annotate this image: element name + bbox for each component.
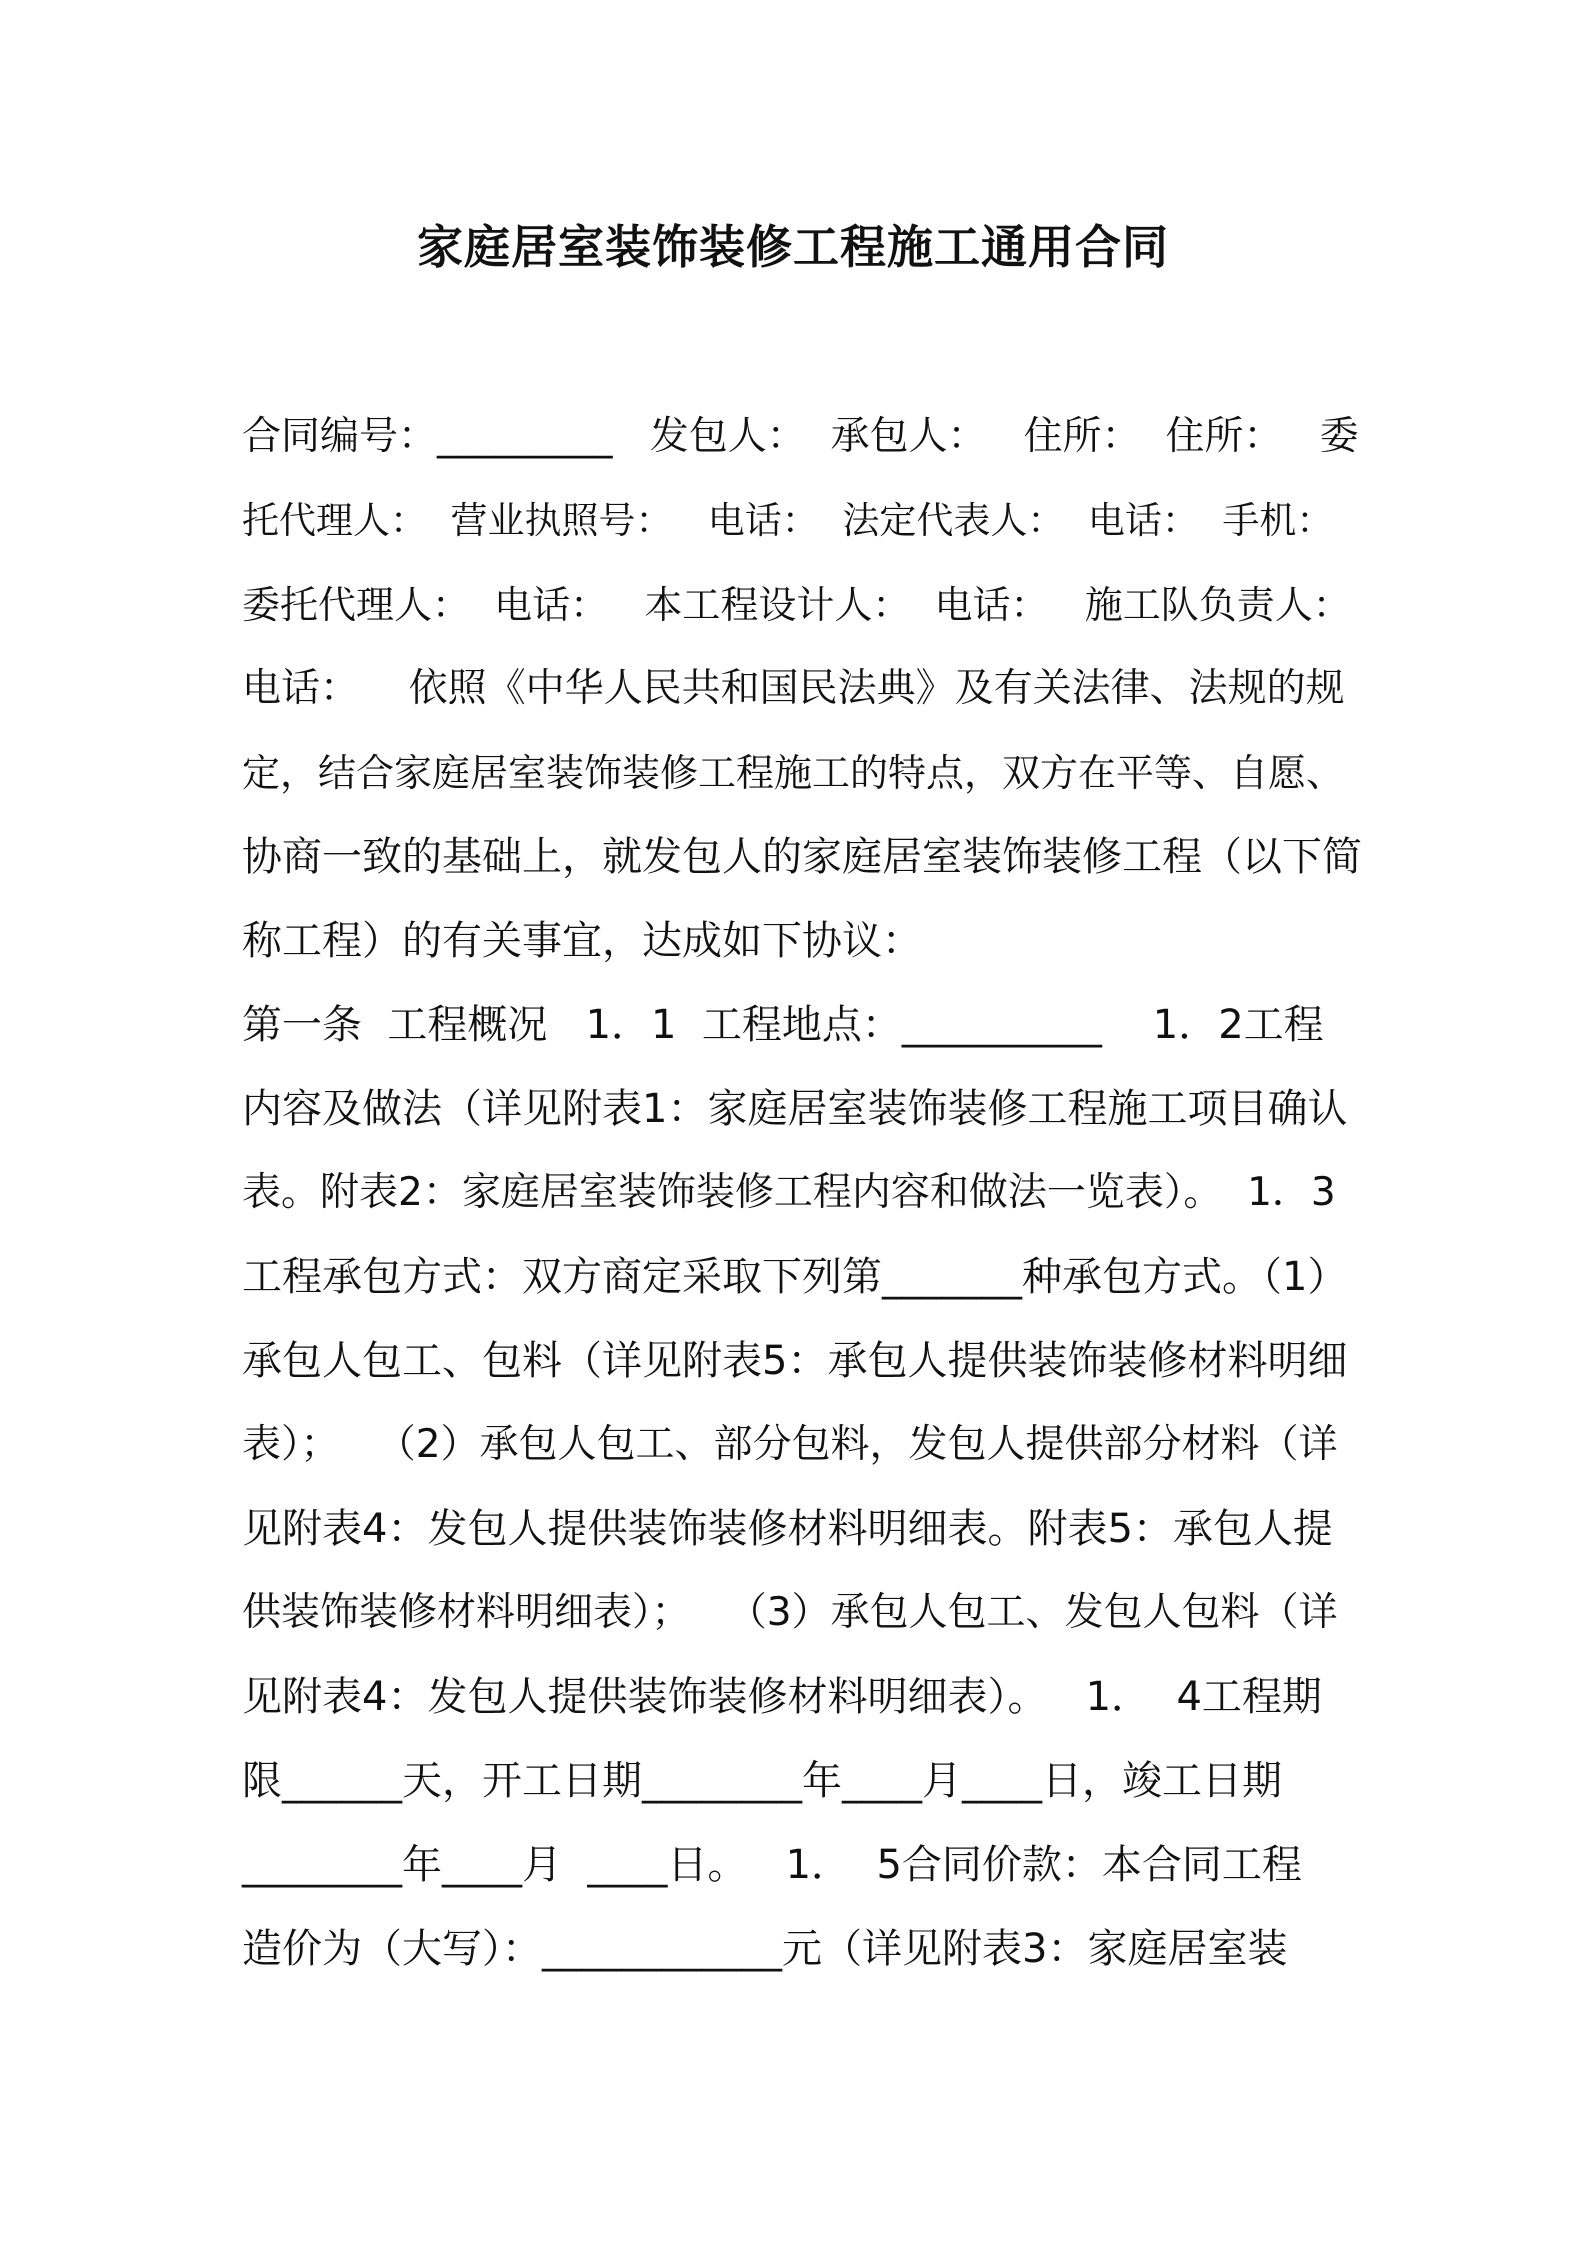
body-line: 协商一致的基础上，就发包人的家庭居室装饰装修工程（以下简 bbox=[242, 834, 1362, 880]
body-line: 限______天，开工日期________年____月____日，竣工日期 bbox=[242, 1758, 1282, 1804]
body-line: 见附表4：发包人提供装饰装修材料明细表。附表5：承包人提 bbox=[242, 1506, 1333, 1552]
body-line: 定，结合家庭居室装饰装修工程施工的特点，双方在平等、自愿、 bbox=[242, 751, 1345, 795]
body-line: 表。附表2：家庭居室装饰装修工程内容和做法一览表）。 1．3 bbox=[242, 1170, 1336, 1215]
body-line: 工程承包方式：双方商定采取下列第_______种承包方式。（1） bbox=[242, 1254, 1348, 1300]
body-line: 第一条 工程概况 1．1 工程地点：__________ 1．2工程 bbox=[242, 1002, 1324, 1048]
body-line: 造价为（大写）：____________元（详见附表3：家庭居室装 bbox=[242, 1926, 1288, 1972]
body-line: 委托代理人： 电话： 本工程设计人： 电话： 施工队负责人： bbox=[242, 583, 1351, 627]
body-line: 托代理人： 营业执照号： 电话： 法定代表人： 电话： 手机： bbox=[242, 499, 1334, 542]
body-line: 承包人包工、包料（详见附表5：承包人提供装饰装修材料明细 bbox=[242, 1338, 1348, 1384]
body-line: 电话： 依照《中华人民共和国民法典》及有关法律、法规的规 bbox=[242, 666, 1345, 711]
body-line: 供装饰装修材料明细表）； （3）承包人包工、发包人包料（详 bbox=[242, 1590, 1338, 1635]
body-line: 见附表4：发包人提供装饰装修材料明细表）。 1． 4工程期 bbox=[242, 1674, 1322, 1720]
contract-body bbox=[242, 395, 1362, 1991]
body-line: 内容及做法（详见附表1：家庭居室装饰装修工程施工项目确认 bbox=[242, 1086, 1348, 1132]
body-line: 合同编号：_________ 发包人： 承包人： 住所： 住所： 委 bbox=[242, 414, 1359, 459]
body-line: ________年____月 ____日。 1． 5合同价款：本合同工程 bbox=[242, 1842, 1302, 1888]
document-title: 家庭居室装饰装修工程施工通用合同 bbox=[417, 220, 1169, 274]
body-line: 称工程）的有关事宜，达成如下协议： bbox=[242, 918, 922, 964]
body-line: 表）； （2）承包人包工、部分包料，发包人提供部分材料（详 bbox=[242, 1422, 1338, 1467]
